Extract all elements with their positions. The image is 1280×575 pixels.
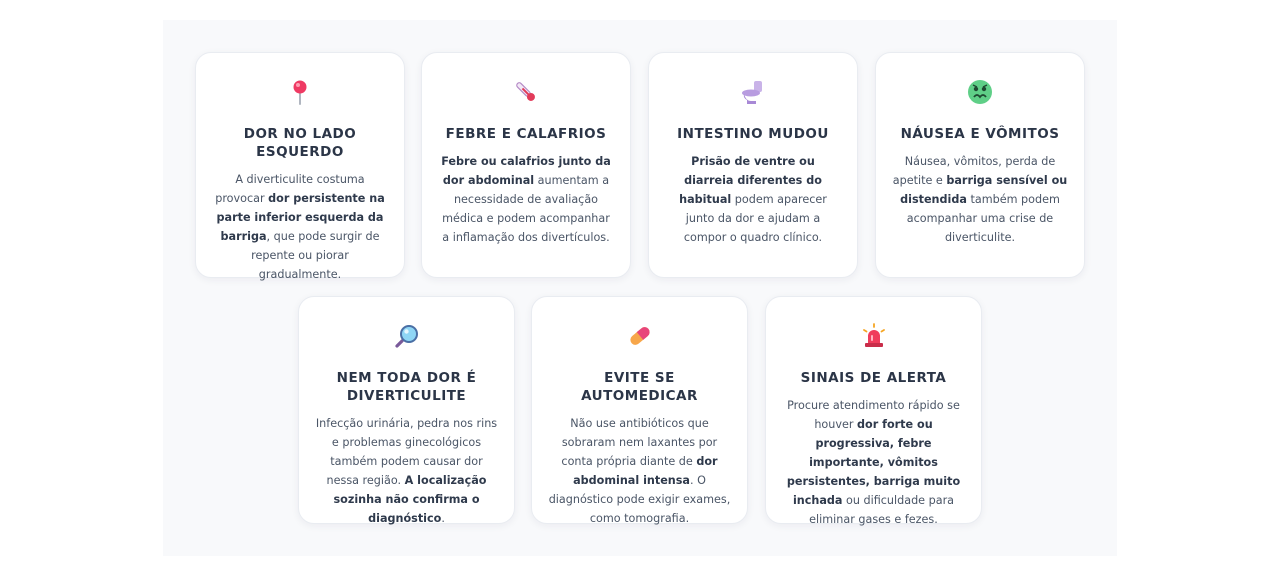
card-title: INTESTINO MUDOU: [677, 126, 829, 142]
emphasis-text: dor persistente na parte inferior esquerda da barriga: [216, 192, 385, 243]
card-description: A diverticulite costuma provocar dor persistente na parte inferior esquerda da barriga, que pode surgir de repente ou piorar gradualmente.: [215, 173, 385, 281]
emphasis-text: dor forte ou progressiva, febre importante, vômitos persistentes, barriga muito inchada: [786, 418, 961, 507]
card-not-all-pain: [298, 296, 515, 524]
pill-icon: [627, 323, 653, 349]
card-avoid-self-medication: [531, 296, 748, 524]
card-title: DOR NO LADO ESQUERDO: [243, 126, 357, 160]
card-description: Náusea, vômitos, perda de apetite e barriga sensível ou distendida também podem acompanhar uma crise de diverticulite.: [892, 155, 1068, 244]
magnifying-glass-icon: [394, 323, 420, 349]
emphasis-text: Prisão de ventre ou diarreia diferentes do habitual: [679, 155, 822, 206]
card-title: SINAIS DE ALERTA: [800, 370, 947, 386]
card-left-side-pain: [195, 52, 405, 281]
card-title: NÁUSEA E VÔMITOS: [900, 126, 1060, 142]
symptoms-panel: [163, 20, 1117, 556]
card-nausea-vomiting: [875, 52, 1085, 278]
card-title: NEM TODA DOR É DIVERTICULITE: [336, 370, 477, 404]
card-fever-chills: [421, 52, 631, 278]
pushpin-icon: [287, 79, 313, 105]
emphasis-text: A localização sozinha não confirma o diagnóstico: [333, 474, 487, 525]
nauseated-face-icon: [967, 79, 993, 105]
card-bowel-changes: [648, 52, 858, 278]
toilet-icon: [740, 79, 766, 105]
emphasis-text: dor abdominal intensa: [573, 455, 718, 487]
card-title: EVITE SE AUTOMEDICAR: [581, 370, 698, 404]
card-description: Procure atendimento rápido se houver dor forte ou progressiva, febre importante, vômitos persistentes, barriga muito inchada ou dificuldade para eliminar gases e fezes.: [786, 399, 961, 526]
emphasis-text: Febre ou calafrios junto da dor abdominal: [441, 155, 611, 187]
card-description: Prisão de ventre ou diarreia diferentes do habitual podem aparecer junto da dor e ajudam a compor o quadro clínico.: [679, 155, 827, 244]
siren-light-icon: [861, 323, 887, 349]
card-description: Não use antibióticos que sobraram nem laxantes por conta própria diante de dor abdominal intensa. O diagnóstico pode exigir exames, como tomografia.: [548, 417, 731, 525]
thermometer-icon: [513, 79, 539, 105]
card-warning-signs: [765, 296, 982, 524]
card-description: Infecção urinária, pedra nos rins e problemas ginecológicos também podem causar dor nessa região. A localização sozinha não confirma o diagnóstico.: [315, 417, 498, 525]
card-title: FEBRE E CALAFRIOS: [445, 126, 607, 142]
card-description: Febre ou calafrios junto da dor abdominal aumentam a necessidade de avaliação médica e podem acompanhar a inflamação dos divertículos.: [441, 155, 611, 244]
emphasis-text: barriga sensível ou distendida: [900, 174, 1068, 206]
